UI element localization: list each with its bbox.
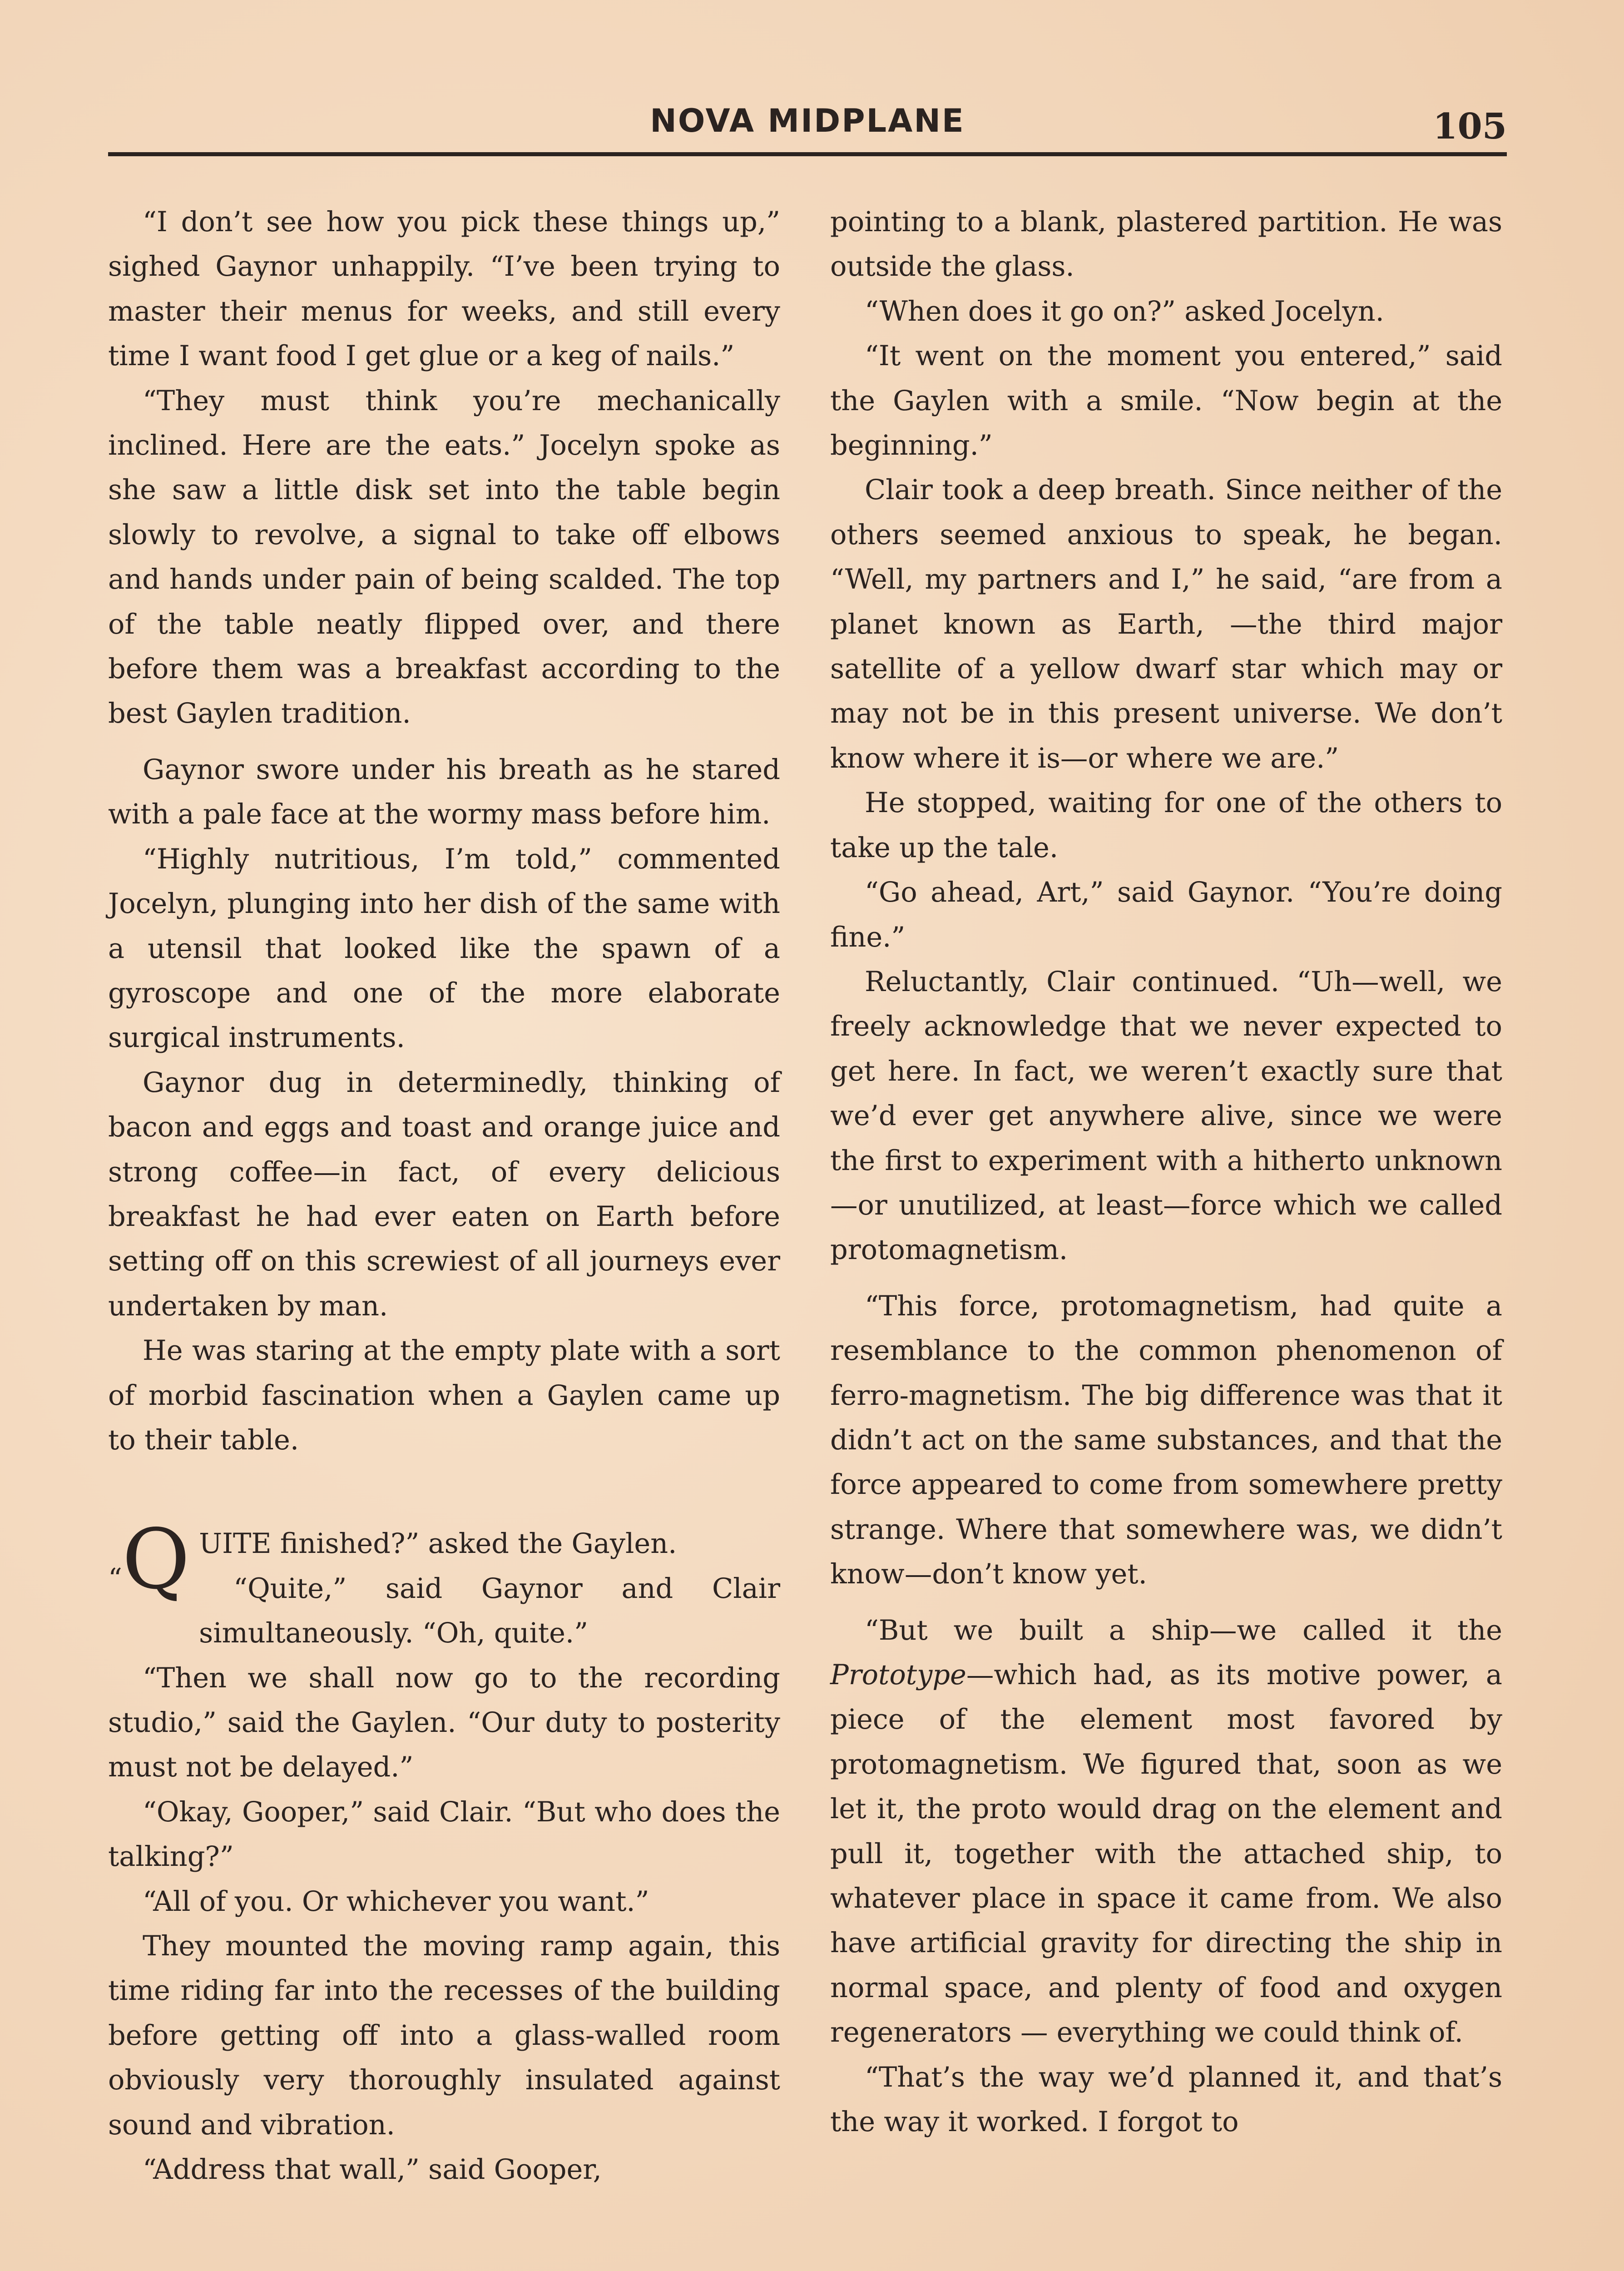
paragraph [830, 1608, 1502, 2055]
paragraph: Gaynor dug in determinedly, thinking of bacon and eggs and toast and orange juice and strong coffee—in fact, of every delicious breakfast he had ever eaten on Earth before setting off on this screwiest of all journeys ever undertaken by man. [108, 1066, 780, 1322]
drop-cap-text: UITE finished?” asked the Gaylen. [199, 1528, 677, 1560]
right-column [830, 200, 1502, 2144]
paragraph: “Quite,” said Gaynor and Clair simultaneously. “Oh, quite.” [199, 1572, 780, 1650]
paragraph: “When does it go on?” asked Jocelyn. [865, 295, 1384, 327]
paragraph: “Highly nutritious, I’m told,” commented Jocelyn, plunging into her dish of the same with a utensil that looked like the spawn of a gyroscope and one of the more elaborate surgical instruments. [108, 843, 780, 1054]
paragraph: They mounted the moving ramp again, this time riding far into the recesses of the building before getting off into a glass-walled room obviously very thoroughly insulated against sound and vibration. [108, 1930, 780, 2141]
ship-name: Prototype [830, 1659, 966, 1691]
paragraph: “They must think you’re mechanically inclined. Here are the eats.” Jocelyn spoke as she saw a little disk set into the table begin slowly to revolve, a signal to take off elbows and hands under pain of being scalded. The top of the table neatly flipped over, and there before them was a breakfast according to the best Gaylen tradition. [108, 385, 780, 730]
prototype-text-after: —which had, as its motive power, a piece of the element most favored by protomagnetism. We figured that, soon as we let it, the proto would drag on the element and pull it, together with the attached ship, to whatever place in space it came from. We also have artificial gravity for directing the ship in normal space, and plenty of food and oxygen regenerators — everything we could think of. [830, 1659, 1502, 2049]
paragraph: He was staring at the empty plate with a sort of morbid fascination when a Gaylen came up to their table. [108, 1335, 780, 1456]
paragraph: “I don’t see how you pick these things up,” sighed Gaynor unhappily. “I’ve been trying to master their menus for weeks, and still every time I want food I get glue or a keg of nails.” [108, 206, 780, 372]
drop-cap-letter: Q [122, 1511, 190, 1608]
paragraph: “Go ahead, Art,” said Gaynor. “You’re doing fine.” [830, 877, 1502, 953]
paragraph: Gaynor swore under his breath as he stared with a pale face at the wormy mass before him. [108, 754, 780, 831]
paragraph: “Address that wall,” said Gooper, [143, 2154, 602, 2186]
drop-cap-quote: “ [108, 1563, 122, 1595]
paragraph: “That’s the way we’d planned it, and that’s the way it worked. I forgot to [830, 2061, 1502, 2138]
left-column [108, 200, 780, 2192]
dropcap-paragraph [108, 1511, 780, 1608]
paragraph: Reluctantly, Clair continued. “Uh—well, we freely acknowledge that we never expected to get here. In fact, we weren’t exactly sure that we’d ever get anywhere alive, since we were the first to experiment with a hitherto unknown—or unutilized, at least—force which we called protomagnetism. [830, 966, 1502, 1266]
paragraph: “Okay, Gooper,” said Clair. “But who does the talking?” [108, 1796, 780, 1873]
prototype-text-before: “But we built a ship—we called it the [865, 1614, 1502, 1646]
paragraph: pointing to a blank, plastered partition. He was outside the glass. [830, 206, 1502, 283]
paragraph: “This force, protomagnetism, had quite a resemblance to the common phenomenon of ferro-magnetism. The big difference was that it didn’t act on the same substances, and that the force appeared to come from somewhere pretty strange. Where that somewhere was, we didn’t know—don’t know yet. [830, 1290, 1502, 1591]
paragraph: Clair took a deep breath. Since neither of the others seemed anxious to speak, he began. “Well, my partners and I,” he said, “are from a planet known as Earth, —the third major satellite of a yellow dwarf star which may or may not be in this present universe. We don’t know where it is—or where we are.” [830, 474, 1502, 774]
running-title: NOVA MIDPLANE [650, 102, 965, 139]
drop-cap [108, 1511, 190, 1613]
paragraph: “It went on the moment you entered,” said the Gaylen with a smile. “Now begin at the beginning.” [830, 340, 1502, 462]
running-head [108, 93, 1507, 156]
page-number: 105 [1433, 106, 1507, 147]
paragraph: “Then we shall now go to the recording studio,” said the Gaylen. “Our duty to posterity must not be delayed.” [108, 1662, 780, 1784]
paragraph: “All of you. Or whichever you want.” [143, 1885, 649, 1918]
paragraph: He stopped, waiting for one of the others to take up the tale. [830, 787, 1502, 864]
